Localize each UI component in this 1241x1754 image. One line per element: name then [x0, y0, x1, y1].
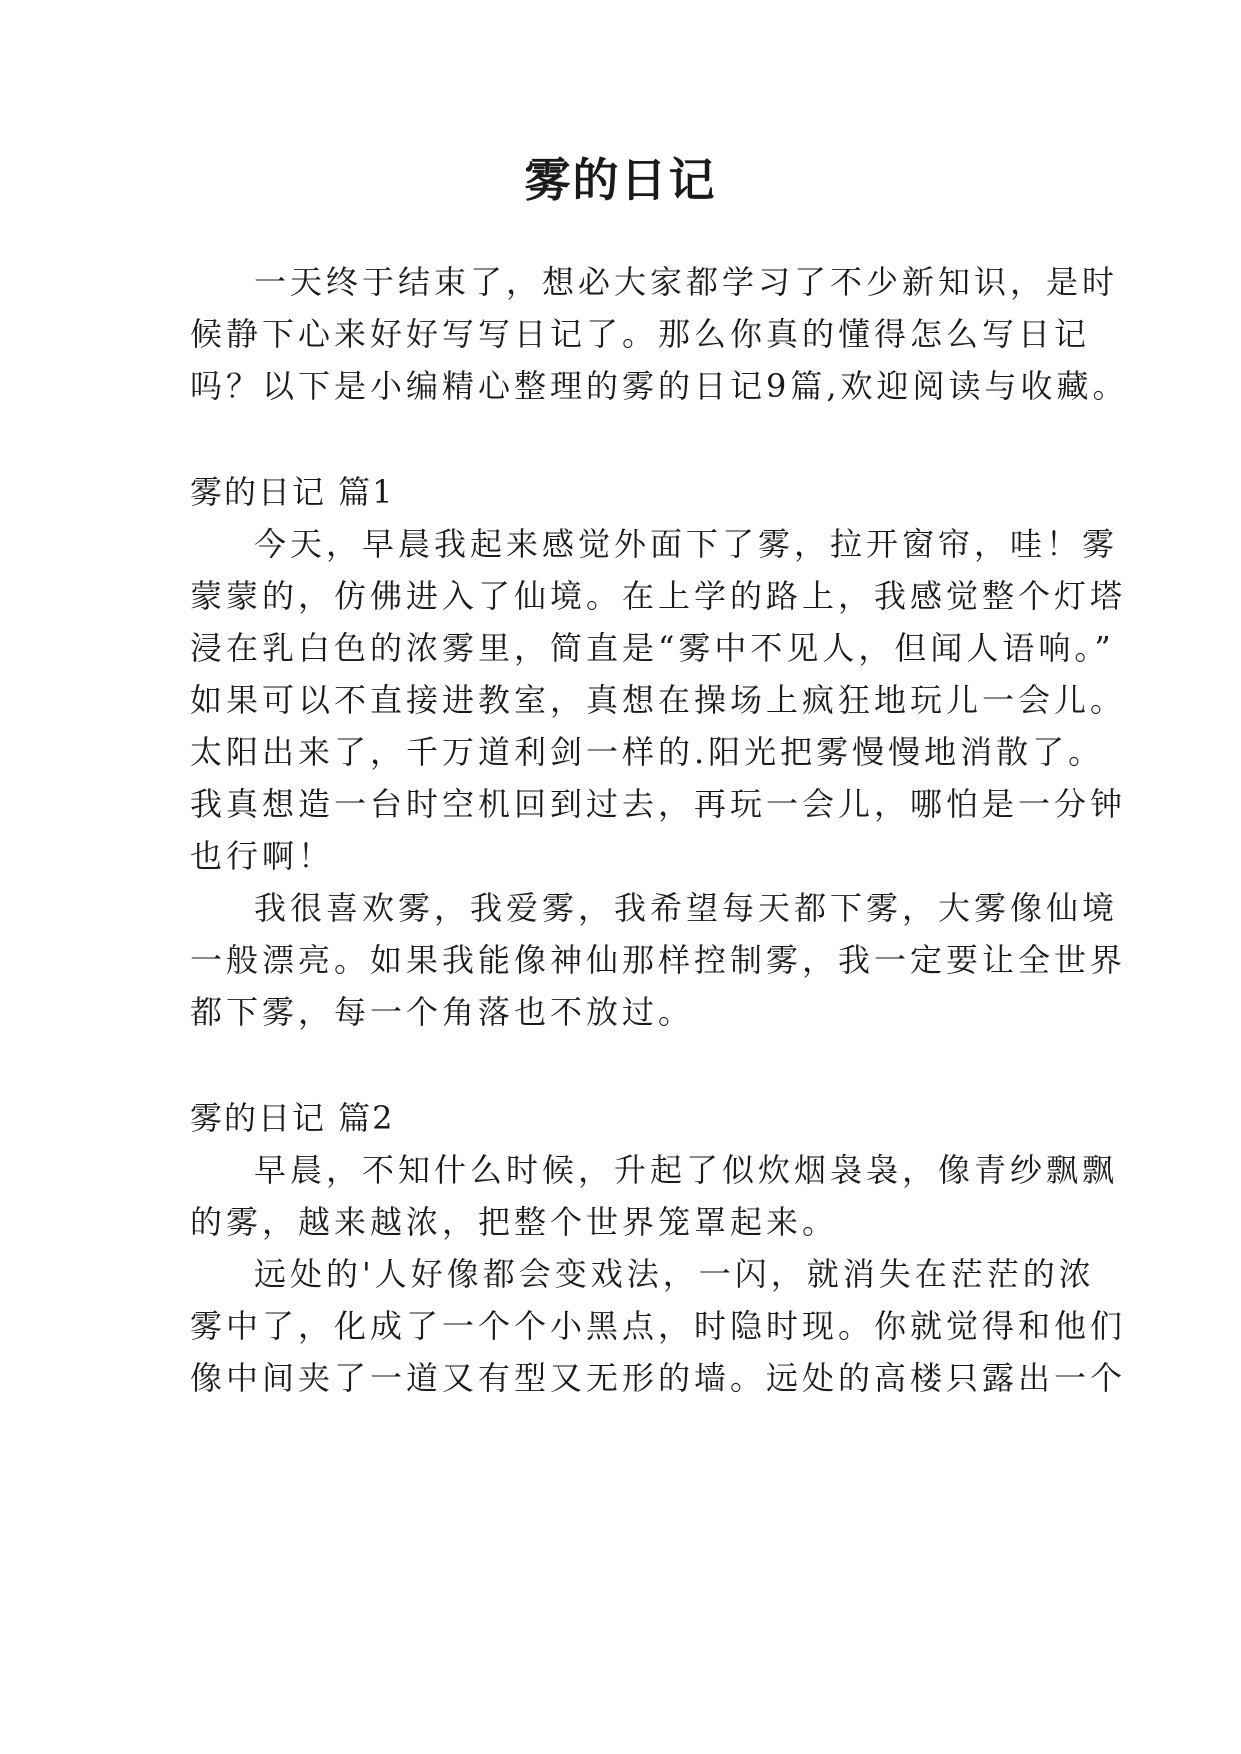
paragraph-line: 蒙蒙的，仿佛进入了仙境。在上学的路上，我感觉整个灯塔 [190, 577, 1127, 615]
paragraph-line: 远处的'人好像都会变戏法，一闪，就消失在茫茫的浓 [254, 1255, 1095, 1293]
paragraph-line: 我真想造一台时空机回到过去，再玩一会儿，哪怕是一分钟 [190, 785, 1127, 823]
paragraph-line: 如果可以不直接进教室，真想在操场上疯狂地玩儿一会儿。 [190, 681, 1127, 719]
paragraph-line: 太阳出来了，千万道利剑一样的.阳光把雾慢慢地消散了。 [190, 733, 1105, 771]
paragraph-line: 早晨，不知什么时候，升起了似炊烟袅袅，像青纱飘飘 [254, 1151, 1119, 1189]
section-heading: 雾的日记 篇1 [190, 473, 395, 511]
paragraph-line: 一般漂亮。如果我能像神仙那样控制雾，我一定要让全世界 [190, 941, 1127, 979]
intro-line: 吗？以下是小编精心整理的雾的日记9篇,欢迎阅读与收藏。 [190, 367, 1129, 405]
paragraph-line: 也行啊！ [190, 837, 335, 875]
paragraph-line: 今天，早晨我起来感觉外面下了雾，拉开窗帘，哇！雾 [254, 525, 1119, 563]
paragraph-line: 像中间夹了一道又有型又无形的墙。远处的高楼只露出一个 [190, 1359, 1127, 1397]
paragraph-line: 都下雾，每一个角落也不放过。 [190, 993, 695, 1031]
intro-line: 候静下心来好好写写日记了。那么你真的懂得怎么写日记 [190, 315, 1091, 353]
paragraph-line: 我很喜欢雾，我爱雾，我希望每天都下雾，大雾像仙境 [254, 889, 1119, 927]
paragraph-line: 的雾，越来越浓，把整个世界笼罩起来。 [190, 1203, 839, 1241]
intro-line: 一天终于结束了，想必大家都学习了不少新知识，是时 [254, 263, 1119, 301]
document-title: 雾的日记 [524, 153, 717, 207]
paragraph-line: 浸在乳白色的浓雾里，简直是“雾中不见人，但闻人语响。” [190, 629, 1115, 667]
paragraph-line: 雾中了，化成了一个个小黑点，时隐时现。你就觉得和他们 [190, 1307, 1127, 1345]
section-heading: 雾的日记 篇2 [190, 1099, 395, 1137]
